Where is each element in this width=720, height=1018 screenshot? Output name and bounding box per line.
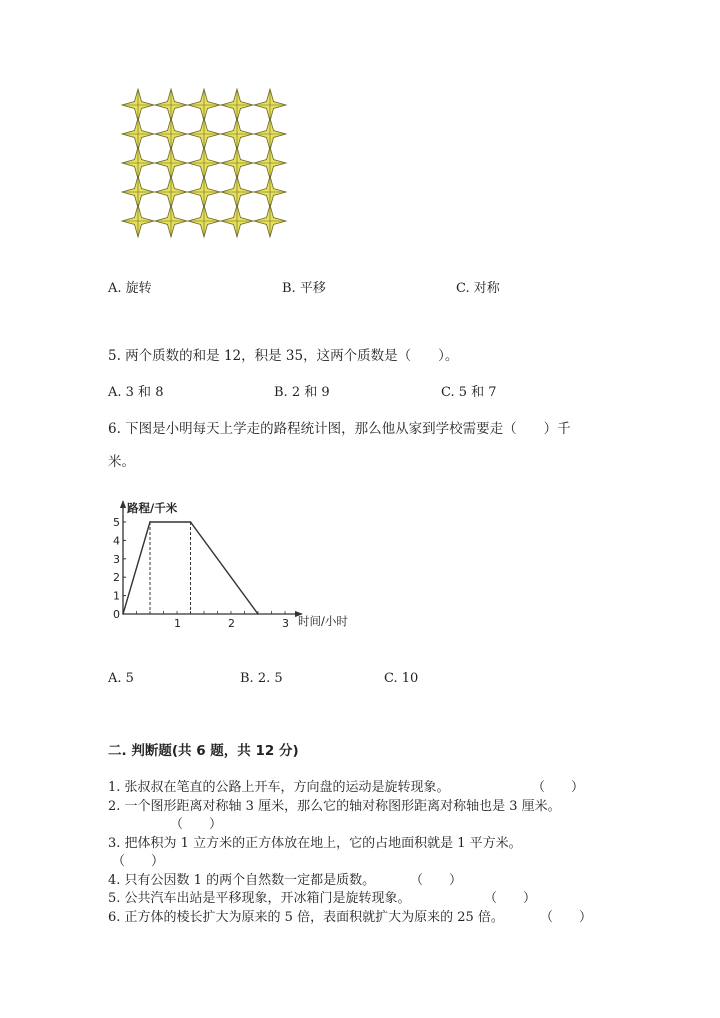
q5-option-b[interactable]: B. 2 和 9 [274, 385, 330, 400]
judge-2-answer-blank[interactable]: （ ） [170, 817, 223, 832]
judge-6-answer-blank[interactable]: （ ） [540, 910, 593, 925]
star-tile-crease [122, 205, 154, 237]
q4-option-a[interactable]: A. 旋转 [108, 281, 152, 296]
star-tile-crease [122, 176, 154, 208]
star-tile-crease [155, 176, 187, 208]
distance-time-chart [100, 497, 360, 632]
star-tile-crease [254, 147, 286, 179]
star-tile-crease [122, 118, 154, 150]
judge-item-3: 3. 把体积为 1 立方米的正方体放在地上，它的占地面积就是 1 平方米。 [108, 836, 522, 851]
star-tile-crease [188, 176, 220, 208]
y-tick-label: 2 [113, 571, 120, 585]
judge-item-1: 1. 张叔叔在笔直的公路上开车，方向盘的运动是旋转现象。 [108, 780, 450, 795]
star-tile-crease [155, 89, 187, 121]
star-tile-crease [188, 205, 220, 237]
data-point [149, 521, 151, 523]
q6-option-b[interactable]: B. 2. 5 [240, 671, 283, 686]
q6-stem-line2: 米。 [108, 454, 135, 470]
star-tile-crease [155, 118, 187, 150]
star-tile-crease [254, 118, 286, 150]
q4-option-c[interactable]: C. 对称 [456, 281, 500, 296]
x-axis-label: 时间/小时 [298, 614, 348, 628]
y-tick-label: 3 [113, 552, 120, 566]
star-tile-crease [254, 89, 286, 121]
x-tick-label: 2 [228, 617, 235, 630]
q5-option-c[interactable]: C. 5 和 7 [441, 385, 497, 400]
data-point [190, 521, 192, 523]
star-tile-crease [188, 89, 220, 121]
star-tile-crease [221, 89, 253, 121]
data-point [257, 613, 259, 615]
judge-item-2: 2. 一个图形距离对称轴 3 厘米，那么它的轴对称图形距离对称轴也是 3 厘米。 [108, 799, 561, 814]
judge-4-answer-blank[interactable]: （ ） [410, 873, 463, 888]
star-tile-crease [221, 176, 253, 208]
star-pattern-figure [130, 98, 270, 224]
y-tick-label: 5 [113, 516, 120, 529]
q6-stem-line1: 6. 下图是小明每天上学走的路程统计图，那么他从家到学校需要走（ ）千 [108, 421, 571, 437]
star-tile-crease [188, 118, 220, 150]
star-tile-crease [221, 147, 253, 179]
judge-item-6: 6. 正方体的棱长扩大为原来的 5 倍，表面积就扩大为原来的 25 倍。 [108, 910, 504, 925]
star-tile-crease [188, 147, 220, 179]
star-tile-crease [254, 176, 286, 208]
q4-option-b[interactable]: B. 平移 [282, 281, 326, 296]
y-tick-label: 1 [113, 589, 120, 603]
q6-option-c[interactable]: C. 10 [384, 671, 419, 686]
judge-1-answer-blank[interactable]: （ ） [532, 780, 585, 795]
star-tile-crease [155, 147, 187, 179]
judge-3-answer-blank[interactable]: （ ） [112, 854, 165, 869]
star-tile-crease [221, 118, 253, 150]
origin-label: 0 [113, 608, 120, 621]
y-tick-label: 4 [113, 534, 120, 548]
section2-title: 二. 判断题(共 6 题，共 12 分) [108, 743, 299, 759]
data-point [122, 613, 124, 615]
x-tick-label: 3 [282, 617, 289, 630]
star-tile-crease [221, 205, 253, 237]
star-tile-crease [122, 147, 154, 179]
x-tick-label: 1 [174, 617, 181, 630]
q6-option-a[interactable]: A. 5 [108, 671, 134, 686]
judge-5-answer-blank[interactable]: （ ） [484, 891, 537, 906]
q5-stem: 5. 两个质数的和是 12，积是 35，这两个质数是（ ）。 [108, 348, 459, 364]
judge-item-5: 5. 公共汽车出站是平移现象，开冰箱门是旋转现象。 [108, 891, 411, 906]
star-tile-crease [155, 205, 187, 237]
star-tile-crease [254, 205, 286, 237]
q5-option-a[interactable]: A. 3 和 8 [108, 385, 164, 400]
judge-item-4: 4. 只有公因数 1 的两个自然数一定都是质数。 [108, 873, 376, 888]
y-axis-label: 路程/千米 [127, 501, 178, 515]
star-tile-crease [122, 89, 154, 121]
